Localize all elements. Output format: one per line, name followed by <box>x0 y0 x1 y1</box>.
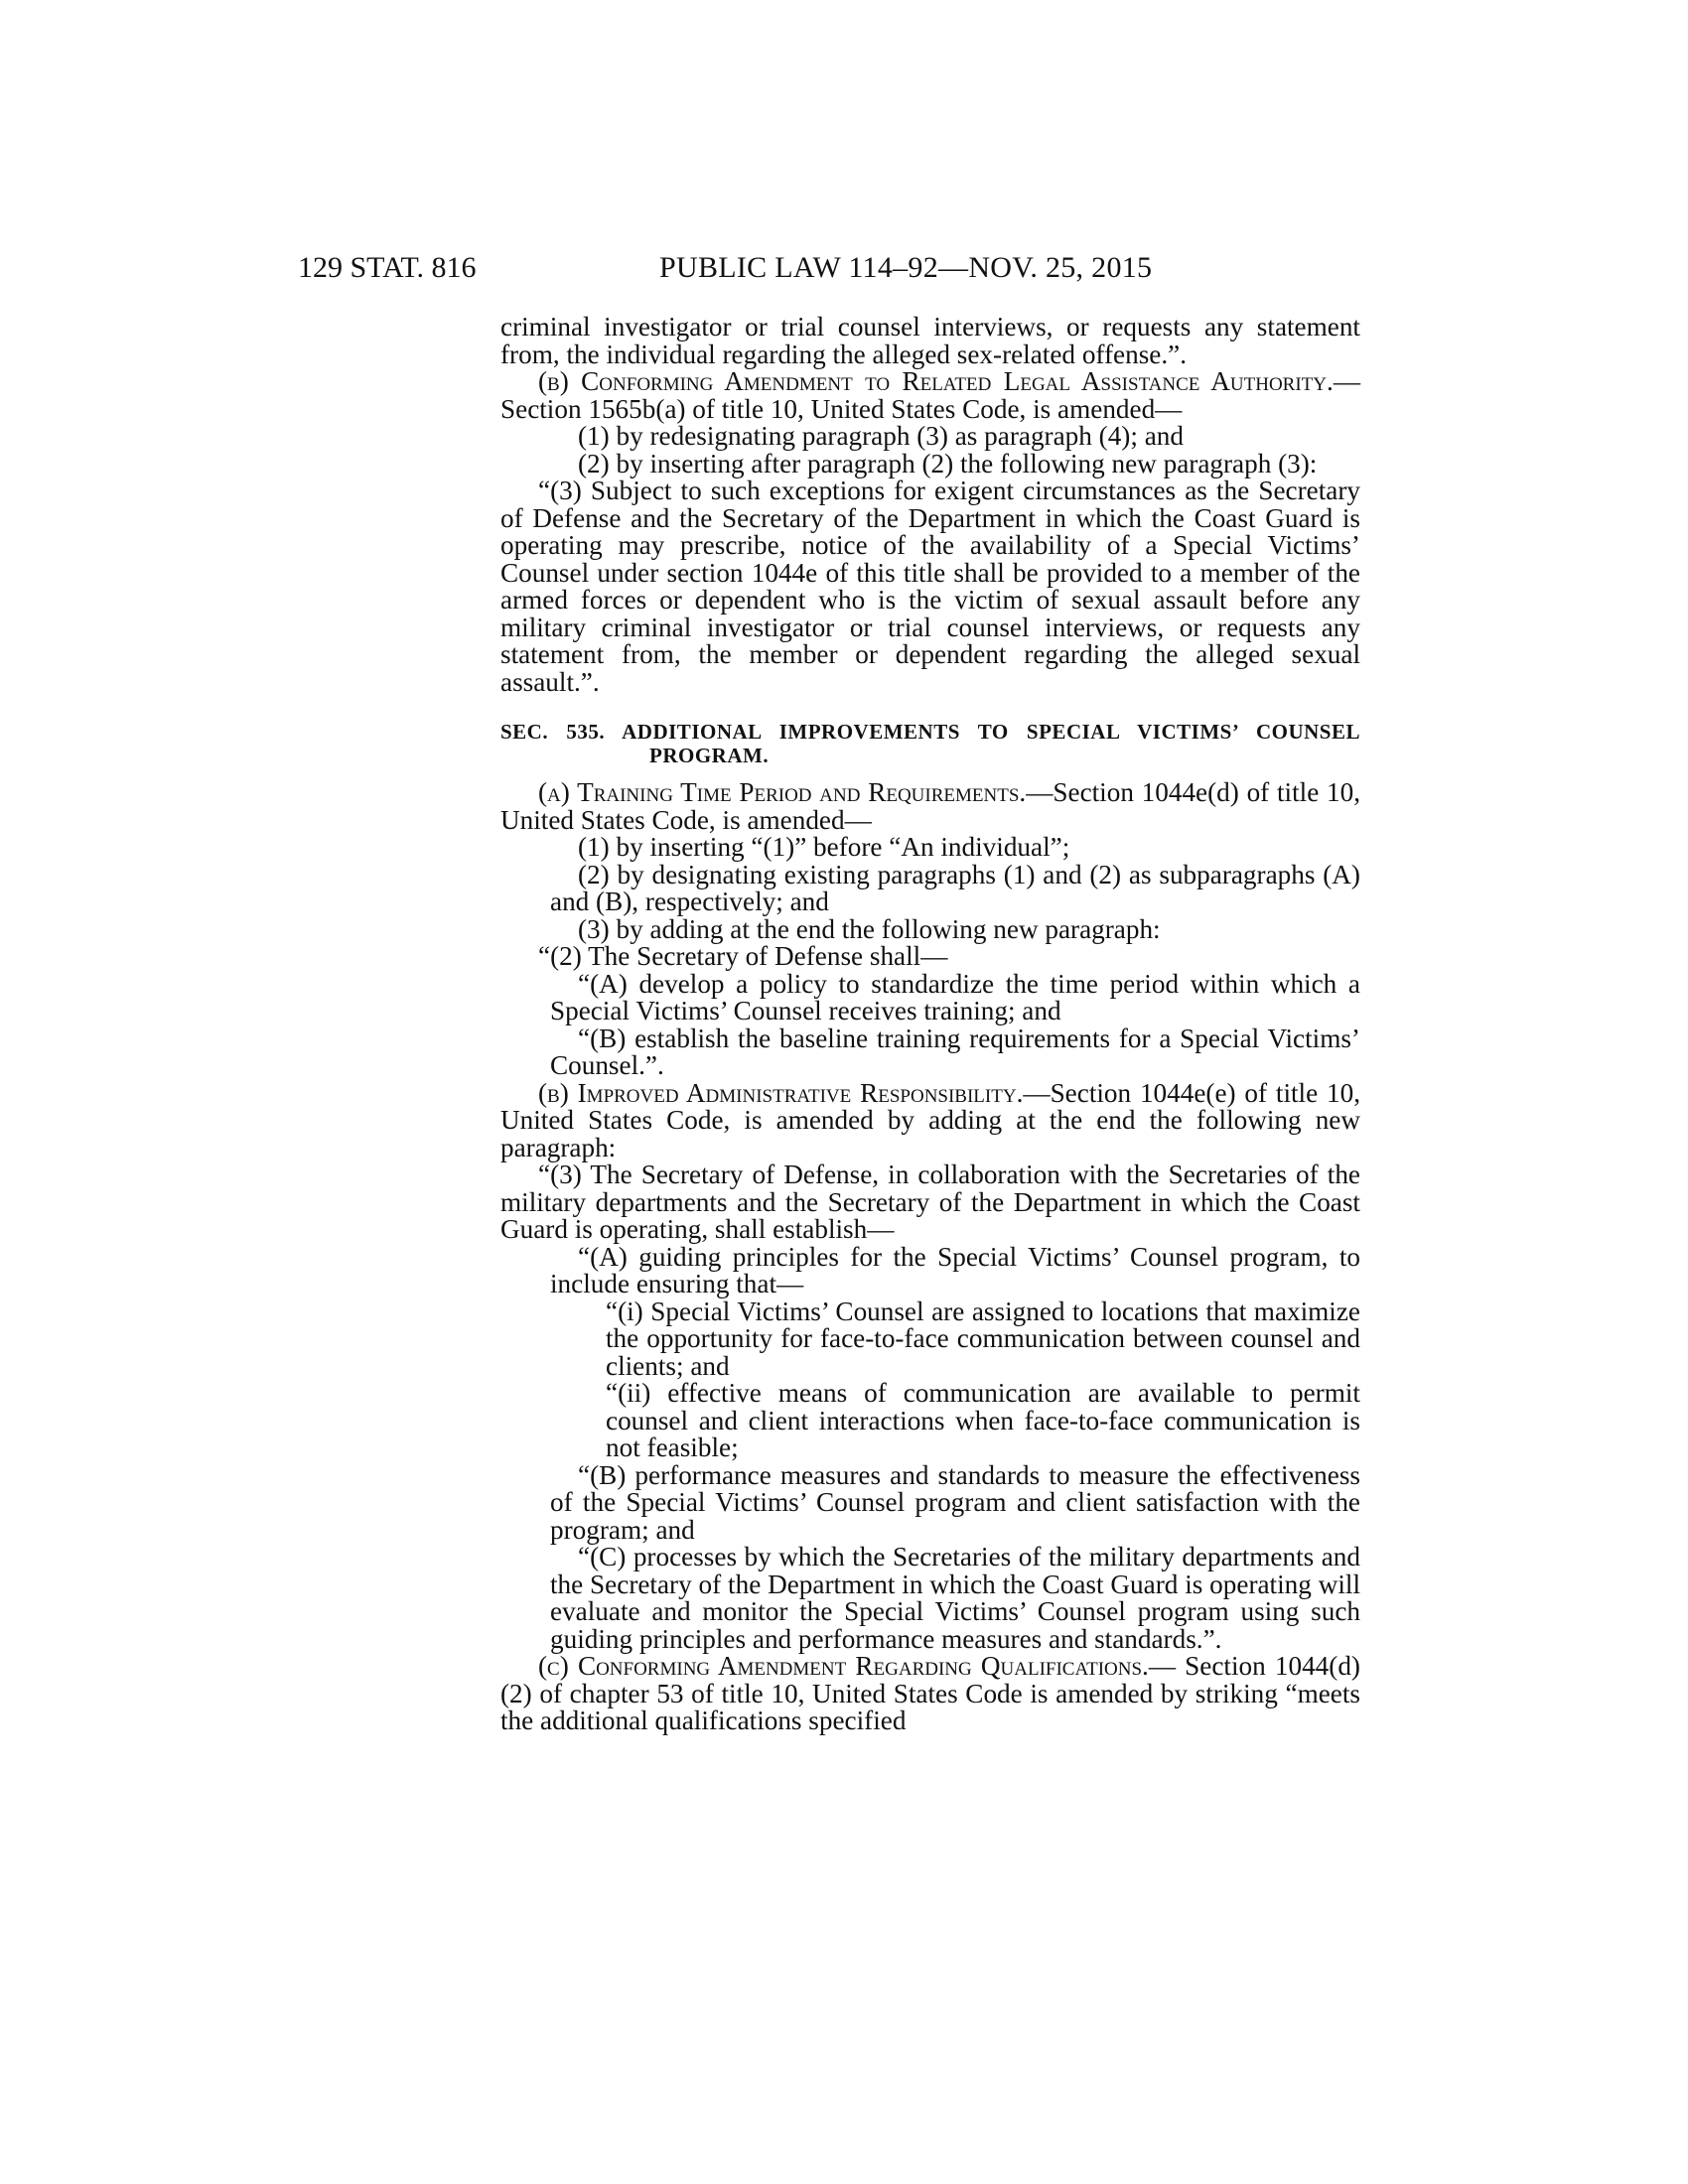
quoted-paragraph: “(3) Subject to such exceptions for exigent circumstances as the Secretary of Defense and the Secretary of the Department in which the Coast Guard is operating may prescribe, notice of the availability of a Special Victims’ Counsel under section 1044e of this title shall be provided to a member of the armed forces or dependent who is the victim of sexual assault before any military criminal investigator or trial counsel interviews, or requests any statement from, the member or dependent regarding the alleged sexual assault.”. <box>500 476 1360 697</box>
public-law-title: PUBLIC LAW 114–92—NOV. 25, 2015 <box>659 251 1153 284</box>
subparagraph-item: “(A) guiding principles for the Special Victims’ Counsel program, to include ensuring that— <box>550 1241 1360 1298</box>
subsection-text: —Section 1044e(d) of title 10, United States Code, is amended— <box>500 777 1360 835</box>
page-header <box>298 248 1390 288</box>
subsection-b-conforming <box>500 368 1360 423</box>
subsection-a-training <box>500 779 1360 834</box>
subsection-heading: (b) Improved Administrative Responsibility. <box>538 1077 1024 1108</box>
subsection-heading: (a) Training Time Period and Requirements. <box>538 777 1027 807</box>
subsection-heading: (c) Conforming Amendment Regarding Qualifications. <box>538 1651 1149 1681</box>
paragraph-item: (3) by adding at the end the following new paragraph: <box>578 913 1161 944</box>
subsection-text: —Section 1044e(e) of title 10, United States Code, is amended by adding at the end the following new paragraph: <box>500 1077 1360 1162</box>
section-heading: SEC. 535. ADDITIONAL IMPROVEMENTS TO SPECIAL VICTIMS’ COUNSEL PROGRAM. <box>500 720 1360 767</box>
paragraph-item: (2) by inserting after paragraph (2) the following new paragraph (3): <box>578 448 1318 478</box>
subsection-c-qualifications <box>500 1653 1360 1735</box>
quoted-paragraph: “(2) The Secretary of Defense shall— <box>538 941 948 971</box>
document-body <box>500 314 1360 1735</box>
paragraph-item: (1) by inserting “(1)” before “An individual”; <box>578 832 1070 862</box>
subsection-heading: (b) Conforming Amendment to Related Legal Assistance Authority. <box>538 366 1334 396</box>
subparagraph-item: “(B) establish the baseline training requirements for a Special Victims’ Counsel.”. <box>550 1023 1360 1080</box>
subsection-text: — Section 1044(d)(2) of chapter 53 of title 10, United States Code is amended by striking “meets the additional qualifications specified <box>500 1651 1360 1735</box>
quoted-paragraph: “(3) The Secretary of Defense, in collaboration with the Secretaries of the military departments and the Secretary of the Department in which the Coast Guard is operating, shall establish— <box>500 1160 1360 1244</box>
subparagraph-item: “(B) performance measures and standards to measure the effectiveness of the Special Victims’ Counsel program and client satisfaction with the program; and <box>550 1459 1360 1545</box>
clause-item: “(ii) effective means of communication are available to permit counsel and client interactions when face-to-face communication is not feasible; <box>606 1378 1360 1462</box>
paragraph-continuation: criminal investigator or trial counsel interviews, or requests any statement from, the individual regarding the alleged sex-related offense.”. <box>500 312 1360 369</box>
subsection-text: —Section 1565b(a) of title 10, United States Code, is amended— <box>500 366 1360 424</box>
paragraph-item: (2) by designating existing paragraphs (1) and (2) as subparagraphs (A) and (B), respectively; and <box>550 859 1360 916</box>
clause-item: “(i) Special Victims’ Counsel are assigned to locations that maximize the opportunity for face-to-face communication between counsel and clients; and <box>606 1296 1360 1381</box>
statute-page-number: 129 STAT. 816 <box>298 251 477 284</box>
subsection-b-administrative <box>500 1077 1360 1162</box>
subparagraph-item: “(A) develop a policy to standardize the time period within which a Special Victims’ Counsel receives training; and <box>550 968 1360 1025</box>
subparagraph-item: “(C) processes by which the Secretaries of the military departments and the Secretary of the Department in which the Coast Guard is operating will evaluate and monitor the Special Victims’ Counsel program using such guiding principles and performance measures and standards.”. <box>550 1542 1360 1654</box>
paragraph-item: (1) by redesignating paragraph (3) as paragraph (4); and <box>578 421 1184 451</box>
